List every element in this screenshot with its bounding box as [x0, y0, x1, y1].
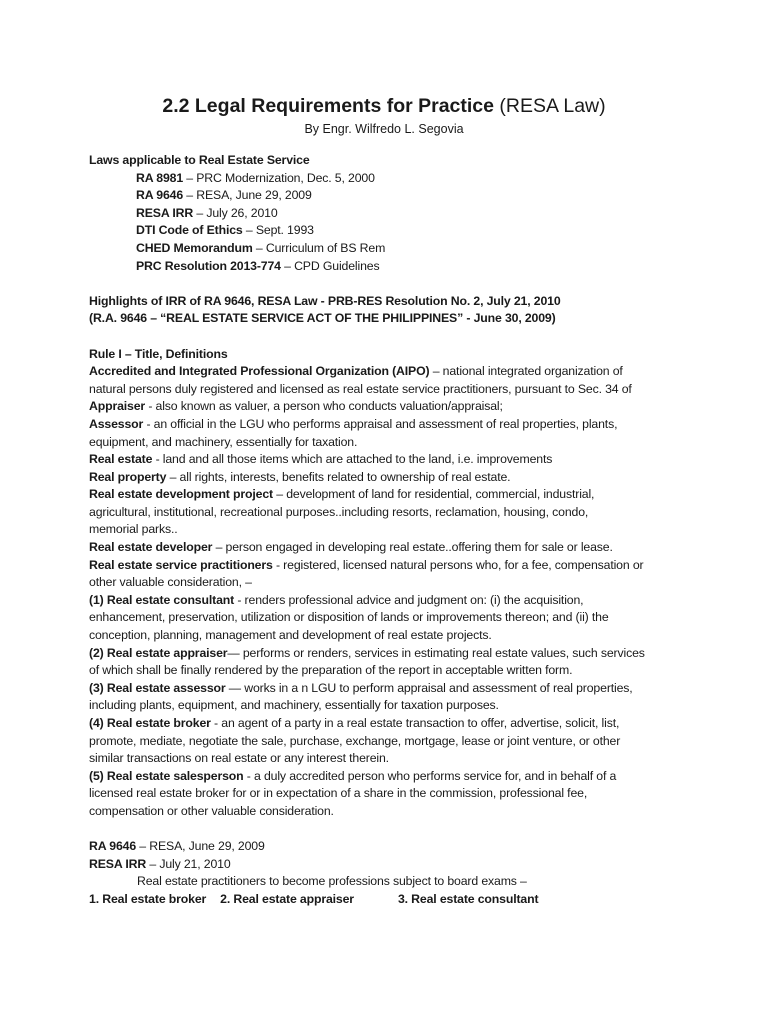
- law-text: – Curriculum of BS Rem: [252, 240, 386, 255]
- term: Real estate developer: [89, 540, 213, 555]
- title-main: 2.2 Legal Requirements for Practice: [162, 95, 494, 117]
- definition-line: memorial parks..: [89, 522, 178, 537]
- document-title: [0, 94, 768, 118]
- definition-line: licensed real estate broker for or in expectation of a share in the commission, professional fee,: [89, 786, 588, 801]
- footer-irr-line: [89, 856, 689, 874]
- definition-line: enhancement, preservation, utilization or disposition of lands or improvements thereon; and (ii) the: [89, 610, 609, 625]
- law-item: [89, 170, 689, 188]
- definition-appraiser: [89, 398, 689, 416]
- definition-text: - an official in the LGU who performs appraisal and assessment of real properties, plants,: [143, 416, 618, 431]
- laws-heading: Laws applicable to Real Estate Service: [89, 153, 310, 167]
- definition-salesperson: [89, 768, 689, 786]
- highlights-line-2: (R.A. 9646 – “REAL ESTATE SERVICE ACT OF THE PHILIPPINES” - June 30, 2009): [89, 311, 556, 326]
- footer-ra-line: [89, 838, 689, 856]
- law-key: DTI Code of Ethics: [136, 223, 243, 238]
- definition-aipo: [89, 363, 689, 381]
- definition-real-estate: [89, 451, 689, 469]
- law-key: RA 9646: [89, 839, 137, 854]
- document-body: [89, 152, 689, 909]
- definition-text: - an agent of a party in a real estate transaction to offer, advertise, solicit, list,: [210, 716, 620, 730]
- definition-line: agricultural, institutional, recreational purposes..including resorts, reclamation, housing, condo,: [89, 504, 589, 519]
- title-suffix: (RESA Law): [494, 95, 606, 117]
- definition-text: – person engaged in developing real estate..offering them for sale or lease.: [212, 540, 613, 555]
- definition-text: - a duly accredited person who performs service for, and in behalf of a: [243, 768, 617, 783]
- highlights-line-1: Highlights of IRR of RA 9646, RESA Law - PRB-RES Resolution No. 2, July 21, 2010: [89, 293, 561, 308]
- term: (3) Real estate assessor: [89, 680, 226, 695]
- term: (4) Real estate broker: [89, 716, 211, 730]
- term: Real estate development project: [89, 487, 273, 502]
- document-author: By Engr. Wilfredo L. Segovia: [304, 122, 464, 136]
- law-text: – Sept. 1993: [242, 223, 314, 238]
- term: Real property: [89, 469, 167, 484]
- definition-line: compensation or other valuable consideration.: [89, 803, 334, 818]
- definition-line: similar transactions on real estate or any interest therein.: [89, 751, 389, 766]
- term: (2) Real estate appraiser: [89, 645, 228, 660]
- spacer: [89, 328, 689, 346]
- law-key: RA 9646: [136, 188, 184, 203]
- definition-line: including plants, equipment, and machinery, essentially for taxation purposes.: [89, 698, 499, 713]
- definition-broker: [89, 715, 689, 733]
- law-key: PRC Resolution 2013-774: [136, 258, 281, 273]
- term: Appraiser: [89, 399, 146, 414]
- term: Real estate: [89, 452, 153, 467]
- definition-text: — performs or renders, services in estimating real estate values, such services: [227, 645, 645, 660]
- definition-text: – all rights, interests, benefits related to ownership of real estate.: [166, 469, 511, 484]
- law-text: – PRC Modernization, Dec. 5, 2000: [183, 170, 375, 185]
- definition-text: – national integrated organization of: [429, 364, 623, 379]
- definition-text: – development of land for residential, commercial, industrial,: [272, 487, 595, 502]
- law-item: [89, 222, 689, 240]
- definition-developer: [89, 539, 689, 557]
- exam-line: Real estate practitioners to become professions subject to board exams –: [137, 874, 527, 889]
- law-text: – July 21, 2010: [146, 856, 231, 871]
- definition-practitioners: [89, 557, 689, 575]
- definition-real-property: [89, 469, 689, 487]
- definition-text: - registered, licensed natural persons who, for a fee, compensation or: [272, 557, 644, 572]
- definition-text: - renders professional advice and judgment on: (i) the acquisition,: [234, 592, 584, 607]
- law-text: – July 26, 2010: [193, 205, 278, 220]
- law-item: [89, 240, 689, 258]
- law-key: CHED Memorandum: [136, 240, 253, 255]
- law-item: [89, 187, 689, 205]
- exam-item: 1. Real estate broker: [89, 891, 207, 906]
- definition-text: - land and all those items which are attached to the land, i.e. improvements: [152, 452, 553, 467]
- term: Accredited and Integrated Professional Organization (AIPO): [89, 364, 430, 379]
- definition-text: - also known as valuer, a person who conducts valuation/appraisal;: [145, 399, 503, 414]
- definition-text: — works in a n LGU to perform appraisal and assessment of real properties,: [225, 680, 633, 695]
- definition-line: conception, planning, management and development of real estate projects.: [89, 628, 492, 643]
- law-key: RA 8981: [136, 170, 184, 185]
- spacer: [89, 821, 689, 839]
- term: Real estate service practitioners: [89, 557, 273, 572]
- definition-line: other valuable consideration, –: [89, 575, 252, 590]
- law-item: [89, 205, 689, 223]
- law-text: – RESA, June 29, 2009: [136, 839, 265, 854]
- exam-list: [89, 891, 689, 909]
- law-key: RESA IRR: [136, 205, 194, 220]
- exam-item: 2. Real estate appraiser: [220, 891, 354, 906]
- definition-line: promote, mediate, negotiate the sale, purchase, exchange, mortgage, lease or joint venture, or other: [89, 733, 621, 748]
- definition-line: natural persons duly registered and licensed as real estate service practitioners, pursuant to Sec. 34 of: [89, 381, 632, 396]
- law-item: [89, 258, 689, 276]
- law-key: RESA IRR: [89, 856, 147, 871]
- definition-assessor: [89, 416, 689, 434]
- definition-appraiser-practitioner: [89, 645, 689, 663]
- definition-consultant: [89, 592, 689, 610]
- definition-line: of which shall be finally rendered by the preparation of the report in acceptable written form.: [89, 663, 573, 678]
- definition-development-project: [89, 486, 689, 504]
- exam-item: 3. Real estate consultant: [397, 891, 539, 906]
- law-text: – CPD Guidelines: [280, 258, 380, 273]
- law-text: – RESA, June 29, 2009: [183, 188, 312, 203]
- term: Assessor: [89, 416, 144, 431]
- term: (1) Real estate consultant: [89, 592, 235, 607]
- spacer: [89, 275, 689, 293]
- definition-line: equipment, and machinery, essentially for taxation.: [89, 434, 358, 449]
- term: (5) Real estate salesperson: [89, 768, 244, 783]
- rule-heading: Rule I – Title, Definitions: [89, 346, 228, 361]
- definition-assessor-practitioner: [89, 680, 689, 698]
